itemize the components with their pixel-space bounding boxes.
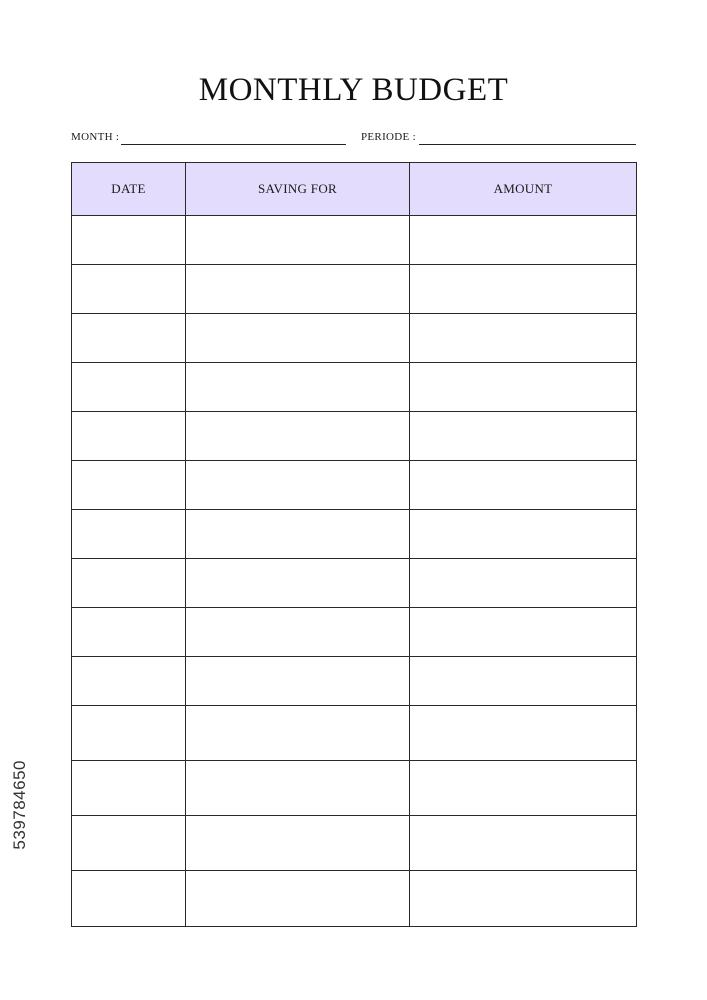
month-label: MONTH : — [71, 131, 120, 143]
date-cell[interactable] — [72, 871, 186, 927]
table-row — [72, 314, 637, 363]
periode-line[interactable] — [419, 144, 636, 145]
amount-cell[interactable] — [410, 265, 637, 314]
table-row — [72, 461, 637, 510]
table-row — [72, 871, 637, 927]
saving-for-cell[interactable] — [186, 706, 410, 761]
table-row — [72, 412, 637, 461]
table-row — [72, 510, 637, 559]
amount-cell[interactable] — [410, 412, 637, 461]
amount-cell[interactable] — [410, 461, 637, 510]
saving-for-cell[interactable] — [186, 761, 410, 816]
budget-table — [71, 162, 637, 927]
date-cell[interactable] — [72, 461, 186, 510]
header-amount: AMOUNT — [410, 163, 637, 216]
table-row — [72, 816, 637, 871]
saving-for-cell[interactable] — [186, 314, 410, 363]
table-row — [72, 706, 637, 761]
saving-for-cell[interactable] — [186, 871, 410, 927]
date-cell[interactable] — [72, 559, 186, 608]
date-cell[interactable] — [72, 761, 186, 816]
date-cell[interactable] — [72, 816, 186, 871]
date-cell[interactable] — [72, 706, 186, 761]
date-cell[interactable] — [72, 363, 186, 412]
saving-for-cell[interactable] — [186, 216, 410, 265]
table-row — [72, 559, 637, 608]
table-row — [72, 363, 637, 412]
amount-cell[interactable] — [410, 871, 637, 927]
periode-label: PERIODE : — [361, 131, 416, 143]
amount-cell[interactable] — [410, 216, 637, 265]
saving-for-cell[interactable] — [186, 363, 410, 412]
saving-for-cell[interactable] — [186, 461, 410, 510]
table-row — [72, 216, 637, 265]
date-cell[interactable] — [72, 412, 186, 461]
table-row — [72, 761, 637, 816]
amount-cell[interactable] — [410, 816, 637, 871]
date-cell[interactable] — [72, 314, 186, 363]
stock-id: 539784650 — [10, 760, 29, 850]
saving-for-cell[interactable] — [186, 265, 410, 314]
header-date: DATE — [72, 163, 186, 216]
date-cell[interactable] — [72, 216, 186, 265]
amount-cell[interactable] — [410, 657, 637, 706]
table-row — [72, 265, 637, 314]
amount-cell[interactable] — [410, 559, 637, 608]
date-cell[interactable] — [72, 608, 186, 657]
saving-for-cell[interactable] — [186, 816, 410, 871]
table-header-row — [72, 163, 637, 216]
saving-for-cell[interactable] — [186, 559, 410, 608]
month-line[interactable] — [121, 144, 346, 145]
amount-cell[interactable] — [410, 608, 637, 657]
date-cell[interactable] — [72, 265, 186, 314]
amount-cell[interactable] — [410, 510, 637, 559]
header-saving-for: SAVING FOR — [186, 163, 410, 216]
saving-for-cell[interactable] — [186, 657, 410, 706]
table-row — [72, 608, 637, 657]
table-row — [72, 657, 637, 706]
saving-for-cell[interactable] — [186, 608, 410, 657]
amount-cell[interactable] — [410, 761, 637, 816]
saving-for-cell[interactable] — [186, 412, 410, 461]
page-title: MONTHLY BUDGET — [198, 72, 509, 108]
saving-for-cell[interactable] — [186, 510, 410, 559]
date-cell[interactable] — [72, 657, 186, 706]
amount-cell[interactable] — [410, 314, 637, 363]
amount-cell[interactable] — [410, 363, 637, 412]
date-cell[interactable] — [72, 510, 186, 559]
amount-cell[interactable] — [410, 706, 637, 761]
